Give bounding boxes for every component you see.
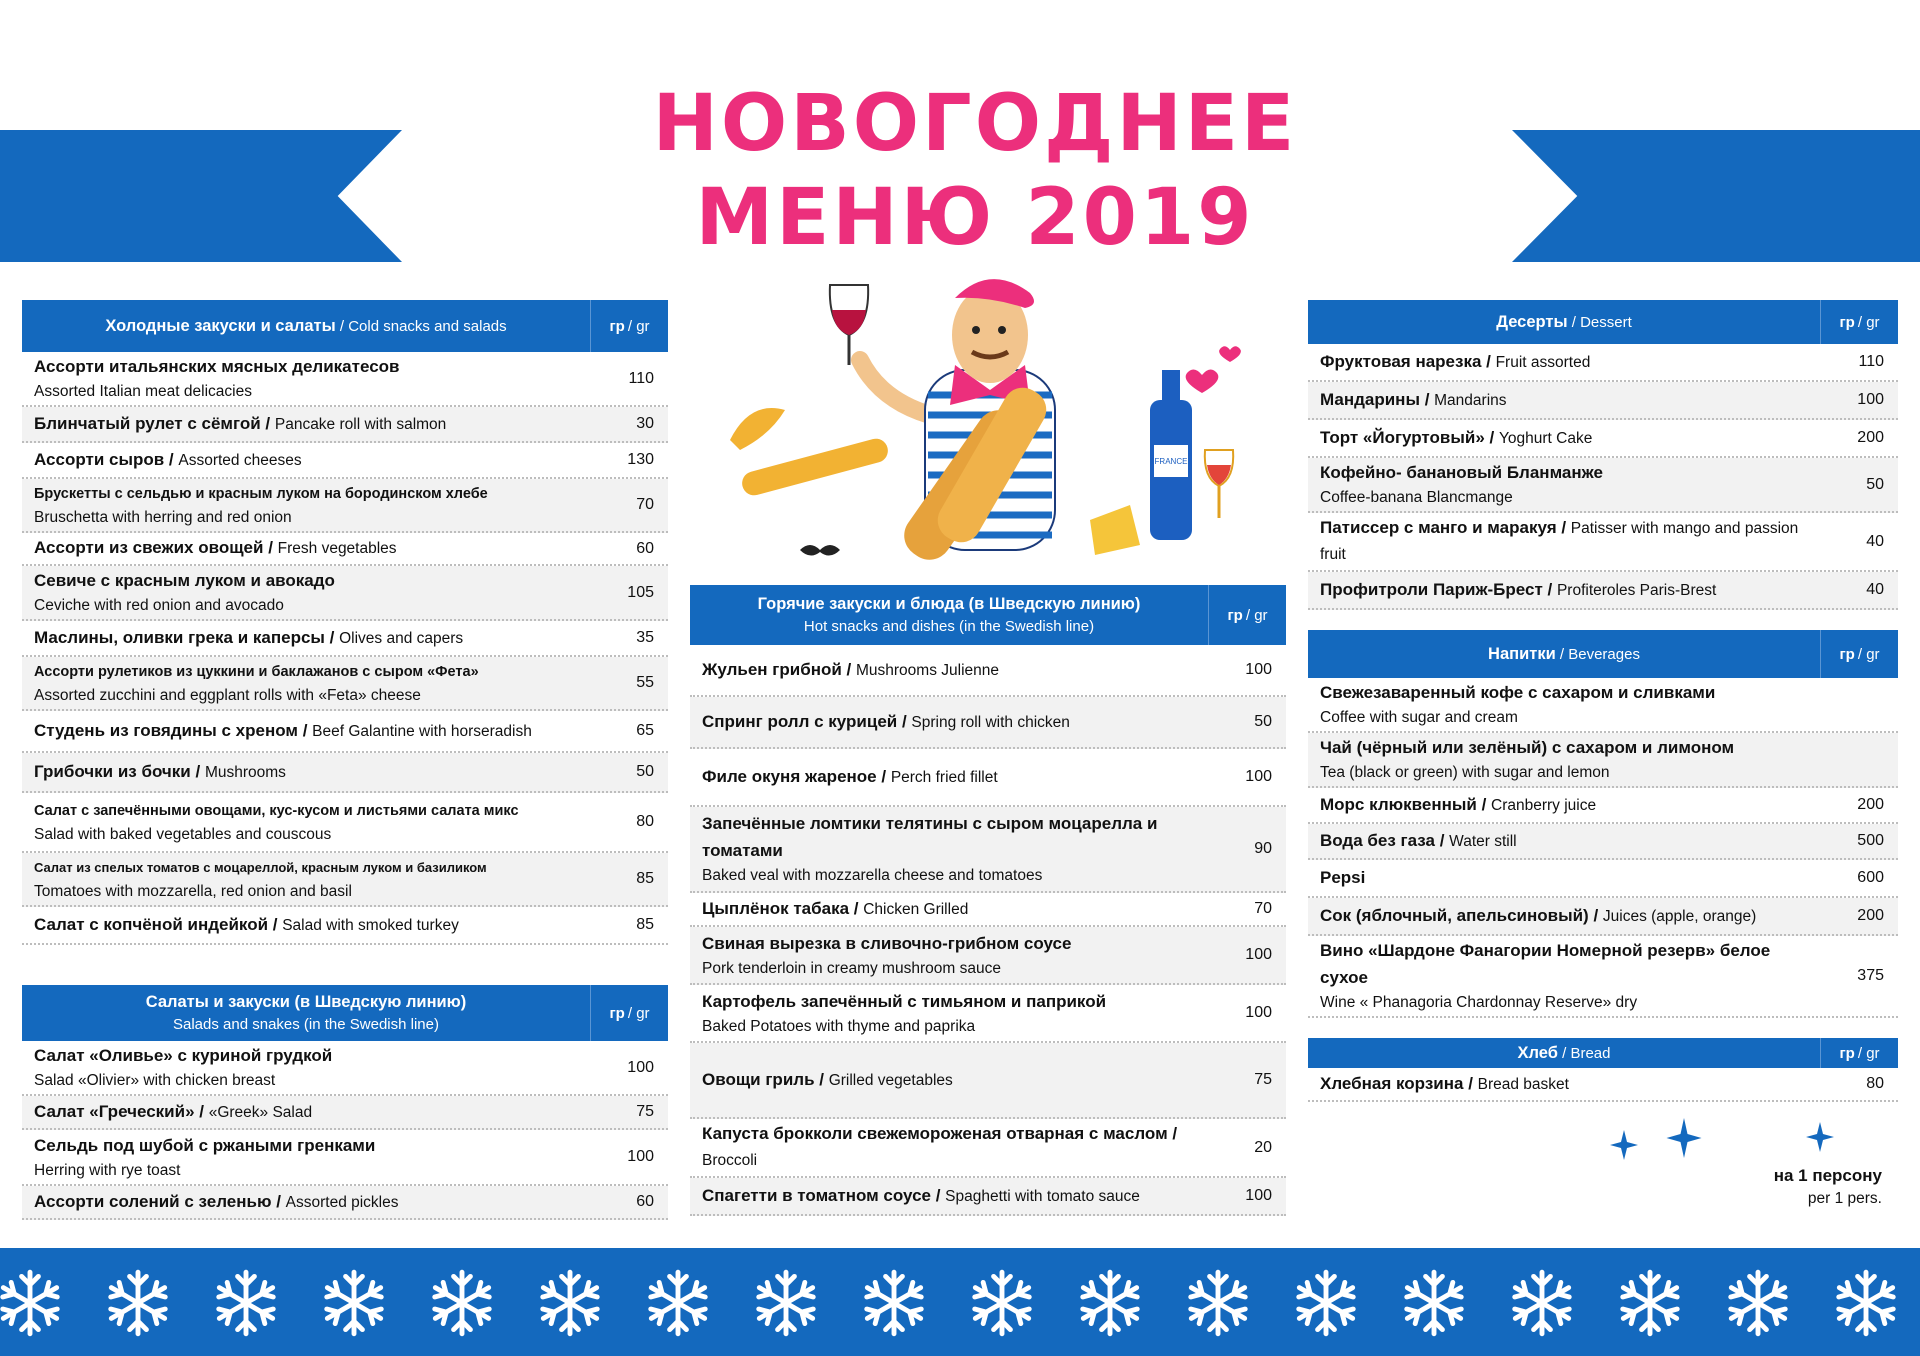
snowflake-icon [1183,1268,1253,1338]
item-name-en: Water still [1449,832,1517,850]
svg-text:FRANCE: FRANCE [1154,457,1188,466]
item-price: 40 [1866,532,1884,550]
menu-item-row [1308,382,1898,420]
item-name: Салат «Греческий» / «Greek» Salad [34,1101,313,1121]
item-name: Жульен грибной / Mushrooms Julienne [702,659,999,679]
item-name-en: Assorted Italian meat delicacies [34,383,252,400]
menu-item-row [22,443,668,479]
item-name: Сок (яблочный, апельсиновый) / Juices (apple, orange) [1320,905,1757,925]
menu-item-row [22,853,668,907]
item-name-ru: Блинчатый рулет с сёмгой [34,413,261,433]
item-name: Ассорти из свежих овощей / Fresh vegetables [34,538,397,557]
item-name-en: Pancake roll with salmon [274,415,447,433]
item-price: 50 [1866,475,1884,493]
snowflake-icon [643,1268,713,1338]
menu-item-row [1308,420,1898,458]
item-price: 200 [1857,796,1884,813]
item-name-en: Bruschetta with herring and red onion [34,509,292,526]
item-name-en: Yoghurt Cake [1498,429,1593,447]
item-name-en: Coffee-banana Blancmange [1320,489,1513,506]
item-name-ru: Ассорти рулетиков из цуккини и баклажанов с сыром «Фета» [34,664,479,680]
cold-snacks-panel [22,300,668,945]
menu-item-row [1308,458,1898,513]
item-name-ru: Салат из спелых томатов с моцареллой, красным луком и базиликом [34,860,487,875]
menu-title-line1: НОВОГОДНЕЕ [652,79,1298,169]
item-name: Хлебная корзина / Bread basket [1320,1073,1569,1093]
drinks-panel [1308,630,1898,1018]
chef-illustration [710,250,1270,590]
item-price: 80 [636,813,654,830]
menu-item-row [1308,824,1898,860]
menu-item-row [22,753,668,793]
item-name: Салат с копчёной индейкой / Salad with smoked turkey [34,914,459,934]
menu-item-row [690,927,1286,985]
item-name: Ассорти сыров / Assorted cheeses [34,449,302,469]
item-name [1308,863,1820,894]
item-name-en: Spring roll with chicken [911,713,1070,731]
menu-item-row [1308,1068,1898,1102]
hot-dishes-panel [690,585,1286,1216]
menu-item-row [690,749,1286,807]
item-price: 40 [1866,581,1884,598]
menu-item-row [22,566,668,621]
snowflake-icon [427,1268,497,1338]
item-name-en: Chicken Grilled [863,900,969,918]
right-ribbon [1512,130,1920,262]
item-price: 90 [1254,840,1272,857]
item-name-en: Patisser with mango and passion fruit [1320,520,1799,563]
item-price: 85 [636,870,654,887]
item-price: 100 [1245,946,1272,963]
item-name: Патиссер с манго и маракуя / Patisser with mango and passion fruit [1320,518,1799,563]
item-name-ru: Запечённые ломтики телятины с сыром моцарелла и томатами [702,814,1158,860]
item-name [22,853,590,905]
menu-item-row [1308,898,1898,936]
item-name [690,987,1208,1040]
item-name-ru: Капуста брокколи свежемороженая отварная с маслом [702,1124,1168,1143]
item-name-ru: Грибочки из бочки [34,761,191,781]
item-name: Овощи гриль / Grilled vegetables [702,1069,953,1089]
item-name: Морс клюквенный / Cranberry juice [1320,794,1597,814]
item-name-ru: Вино «Шардоне Фанагории Номерной резерв» белое сухое [1320,941,1771,987]
menu-item-row [690,1178,1286,1216]
menu-item-row [1308,678,1898,733]
item-name: Мандарины / Mandarins [1320,389,1507,409]
item-price: 20 [1254,1138,1272,1156]
item-name-en: Baked veal with mozzarella cheese and tomatoes [702,867,1043,884]
item-name: Торт «Йогуртовый» / Yoghurt Cake [1320,427,1593,447]
left-ribbon [0,130,402,262]
dessert-panel [1308,300,1898,610]
menu-item-row [22,657,668,711]
item-name: Фруктовая нарезка / Fruit assorted [1320,351,1591,371]
item-name [1308,936,1820,1016]
snowflake-icon [1399,1268,1469,1338]
item-name-en: Coffee with sugar and cream [1320,709,1518,726]
unit-header: гр / gr [590,300,668,352]
item-name-ru: Сельдь под шубой с ржаными гренками [34,1135,376,1155]
item-name-en: Fresh vegetables [277,540,397,557]
snowflake-icon [535,1268,605,1338]
item-name-en: Herring with rye toast [34,1161,181,1179]
menu-item-row [690,645,1286,697]
cheese-icon [1090,505,1140,555]
snowflake-icon [859,1268,929,1338]
item-name-en: Salad with smoked turkey [282,916,459,934]
menu-item-row [22,1096,668,1130]
snowflake-icon [103,1268,173,1338]
item-name-ru: Жульен грибной [702,659,842,679]
item-price: 35 [636,629,654,646]
item-name [22,479,590,531]
item-name-ru: Картофель запечённый с тимьяном и паприкой [702,991,1107,1011]
item-name: Студень из говядины с хреном / Beef Galantine with horseradish [34,720,532,740]
menu-item-row [22,479,668,533]
bread-panel [1308,1038,1898,1102]
item-name-en: Assorted zucchini and eggplant rolls with «Feta» cheese [34,687,421,704]
item-price: 500 [1857,832,1884,849]
item-price: 55 [636,674,654,691]
item-price: 65 [636,722,654,739]
item-name: Маслины, оливки грека и каперсы / Olives and capers [34,627,464,647]
menu-item-row [1308,936,1898,1018]
item-name-en: Grilled vegetables [828,1071,953,1089]
item-name-ru: Ассорти из свежих овощей [34,538,264,557]
item-name-ru: Фруктовая нарезка [1320,351,1482,371]
item-name-ru: Спринг ролл с курицей [702,711,898,731]
item-price: 200 [1857,907,1884,924]
item-name-ru: Вода без газа [1320,830,1435,850]
salads-swedish-list [22,1041,668,1220]
cold-snacks-list [22,352,668,945]
snowflake-band [0,1248,1920,1356]
item-name-en: Assorted cheeses [178,451,302,469]
item-name-en: Spaghetti with tomato sauce [945,1187,1140,1205]
drinks-list [1308,678,1898,1018]
item-name [690,809,1208,889]
item-name-ru: Свежезаваренный кофе с сахаром и сливками [1320,683,1716,702]
item-name [22,657,590,709]
item-name: Спагетти в томатном соусе / Spaghetti with tomato sauce [702,1185,1140,1205]
menu-item-row [690,807,1286,893]
drinks-header: Напитки / Beverages гр / gr [1308,630,1898,678]
item-price: 75 [636,1103,654,1120]
item-name-ru: Ассорти солений с зеленью [34,1191,272,1211]
item-name-en: Fruit assorted [1495,353,1591,371]
menu-item-row [1308,572,1898,610]
dessert-list [1308,344,1898,610]
item-name-en: Mushrooms Julienne [855,661,999,679]
menu-item-row [22,352,668,407]
menu-item-row [22,1041,668,1096]
item-price: 130 [627,451,654,468]
item-name-ru: Хлебная корзина [1320,1073,1464,1093]
menu-item-row [1308,733,1898,788]
item-price: 375 [1857,967,1884,984]
item-name: Спринг ролл с курицей / Spring roll with chicken [702,711,1070,731]
item-name [1308,678,1820,731]
item-name-en: Baked Potatoes with thyme and paprika [702,1017,976,1035]
item-name-ru: Спагетти в томатном соусе [702,1185,931,1205]
per-person-note: на 1 персону per 1 pers. [1773,1166,1882,1207]
item-name-ru: Овощи гриль [702,1069,815,1089]
item-price: 100 [1245,1004,1272,1021]
salads-swedish-panel [22,985,668,1220]
item-name: Грибочки из бочки / Mushrooms [34,761,286,781]
item-name [690,929,1208,982]
snowflake-icon [211,1268,281,1338]
item-name-en: Perch fried fillet [890,768,998,786]
heart-icon [1186,369,1219,393]
item-name-ru: Чай (чёрный или зелёный) с сахаром и лимоном [1320,738,1735,757]
item-name-ru: Брускетты с сельдью и красным луком на бородинском хлебе [34,486,488,502]
snowflake-icon [751,1268,821,1338]
item-price: 600 [1857,869,1884,886]
item-name-ru: Салат «Греческий» [34,1101,195,1121]
menu-item-row [22,793,668,853]
item-price: 50 [1254,713,1272,730]
item-name-ru: Студень из говядины с хреном [34,720,298,740]
item-price: 100 [627,1148,654,1165]
item-name [1308,458,1820,511]
item-price: 100 [627,1058,654,1076]
item-name-en: Beef Galantine with horseradish [312,722,532,740]
star-icon [1806,1122,1834,1152]
menu-item-row [690,697,1286,749]
item-name-ru: Салат с копчёной индейкой [34,914,269,934]
item-price: 110 [1858,353,1884,370]
menu-item-row [22,533,668,566]
menu-item-row [22,1130,668,1186]
item-name: Профитроли Париж-Брест / Profiteroles Paris-Brest [1320,579,1717,599]
item-name-ru: Салат с запечёнными овощами, кус-кусом и листьями салата микс [34,803,519,819]
item-name-en: Tomatoes with mozzarella, red onion and basil [34,883,352,900]
menu-item-row [690,985,1286,1043]
menu-item-row [22,711,668,753]
moustache-icon [800,545,840,556]
item-name-en: Salad «Olivier» with chicken breast [34,1072,276,1089]
menu-item-row [22,621,668,657]
croissant-icon [730,408,785,450]
menu-item-row [1308,344,1898,382]
item-name-en: Broccoli [702,1152,758,1169]
item-name-en: Profiteroles Paris-Brest [1556,581,1717,599]
menu-item-row [690,1119,1286,1178]
star-icon [1667,1118,1702,1158]
snowflake-icon [319,1268,389,1338]
item-price: 60 [636,539,654,557]
snowflake-icon [967,1268,1037,1338]
item-price: 100 [1245,661,1272,678]
menu-item-row [22,907,668,945]
item-name-ru: Сок (яблочный, апельсиновый) [1320,905,1589,925]
item-name-en: Ceviche with red onion and avocado [34,597,284,614]
item-name-en: Tea (black or green) with sugar and lemon [1320,764,1610,781]
item-price: 70 [636,496,654,513]
menu-item-row [690,1043,1286,1119]
item-name-ru: Ассорти сыров [34,449,165,469]
item-price: 100 [1245,1187,1272,1204]
item-name: Вода без газа / Water still [1320,830,1517,850]
menu-item-row [22,1186,668,1220]
item-price: 85 [636,916,654,933]
item-name-ru: Морс клюквенный [1320,794,1477,814]
bread-header: Хлеб / Bread гр / gr [1308,1038,1898,1068]
item-name: Блинчатый рулет с сёмгой / Pancake roll with salmon [34,413,447,433]
item-name-en: Salad with baked vegetables and couscous [34,826,332,843]
item-name-en: Mandarins [1434,391,1507,409]
item-name-ru: Торт «Йогуртовый» [1320,427,1485,447]
item-price: 100 [1857,391,1884,408]
menu-item-row [22,407,668,443]
snowflake-icon [1831,1268,1901,1338]
menu-item-row [1308,860,1898,898]
item-name-ru: Профитроли Париж-Брест [1320,579,1543,599]
dessert-header: Десерты / Dessert гр / gr [1308,300,1898,344]
item-price: 100 [1245,768,1272,785]
item-price: 50 [636,763,654,780]
item-price: 110 [628,369,654,387]
item-name [22,1131,590,1184]
item-name-en: Bread basket [1477,1075,1569,1093]
menu-title-line2: МЕНЮ 2019 [695,173,1255,263]
item-price: 70 [1254,900,1272,917]
cold-snacks-header: Холодные закуски и салаты / Cold snacks and salads гр / gr [22,300,668,352]
item-name-en: Pork tenderloin in creamy mushroom sauce [702,959,1001,977]
item-price: 200 [1857,429,1884,446]
item-name: Филе окуня жареное / Perch fried fillet [702,766,998,786]
item-name-ru: Ассорти итальянских мясных деликатесов [34,357,400,376]
menu-item-row [690,893,1286,927]
item-name-ru: Мандарины [1320,389,1420,409]
item-name: Капуста брокколи свежемороженая отварная с маслом / Broccoli [702,1124,1178,1169]
snowflake-icon [1507,1268,1577,1338]
snowflake-icon [1615,1268,1685,1338]
item-price: 60 [636,1193,654,1210]
snowflake-icon [1291,1268,1361,1338]
item-name [1308,733,1820,786]
item-name [22,352,590,405]
item-name-ru: Севиче с красным луком и авокадо [34,571,335,590]
item-price: 80 [1866,1075,1884,1092]
item-name-ru: Цыплёнок табака [702,898,850,918]
item-price: 105 [627,583,654,601]
item-name-en: Cranberry juice [1491,796,1597,814]
item-name [22,1041,590,1094]
item-name: Цыплёнок табака / Chicken Grilled [702,898,969,918]
item-name-ru: Pepsi [1320,867,1366,887]
item-name-ru: Салат «Оливье» с куриной грудкой [34,1046,333,1065]
bottle-icon [1150,370,1192,540]
item-name-en: Wine « Phanagoria Chardonnay Reserve» dry [1320,994,1638,1011]
snowflake-icon [0,1268,65,1338]
item-name-ru: Патиссер с манго и маракуя [1320,518,1557,537]
item-name-en: Olives and capers [339,629,464,647]
bread-list [1308,1068,1898,1102]
salads-swedish-header: Салаты и закуски (в Шведскую линию) Salads and snakes (in the Swedish line) гр / gr [22,985,668,1041]
item-name-en: Assorted pickles [285,1193,399,1211]
item-name: Ассорти солений с зеленью / Assorted pickles [34,1191,399,1211]
item-name-en: Juices (apple, orange) [1602,907,1757,925]
menu-item-row [1308,513,1898,572]
snowflake-icon [1075,1268,1145,1338]
item-price: 30 [636,415,654,432]
item-name-ru: Маслины, оливки грека и каперсы [34,627,325,647]
item-price: 75 [1254,1071,1272,1088]
menu-item-row [1308,788,1898,824]
item-name [22,796,590,848]
item-name [22,566,590,619]
item-name-ru: Свиная вырезка в сливочно-грибном соусе [702,933,1072,953]
hot-dishes-header: Горячие закуски и блюда (в Шведскую линию) Hot snacks and dishes (in the Swedish line) гр / gr [690,585,1286,645]
item-name-ru: Кофейно- банановый Бланманже [1320,463,1603,482]
snowflake-icon [1723,1268,1793,1338]
item-name-en: «Greek» Salad [208,1103,313,1121]
item-name-ru: Филе окуня жареное [702,766,877,786]
star-icons [1600,1112,1840,1172]
item-name-en: Mushrooms [204,763,286,781]
star-icon [1610,1130,1638,1160]
hot-dishes-list [690,645,1286,1216]
